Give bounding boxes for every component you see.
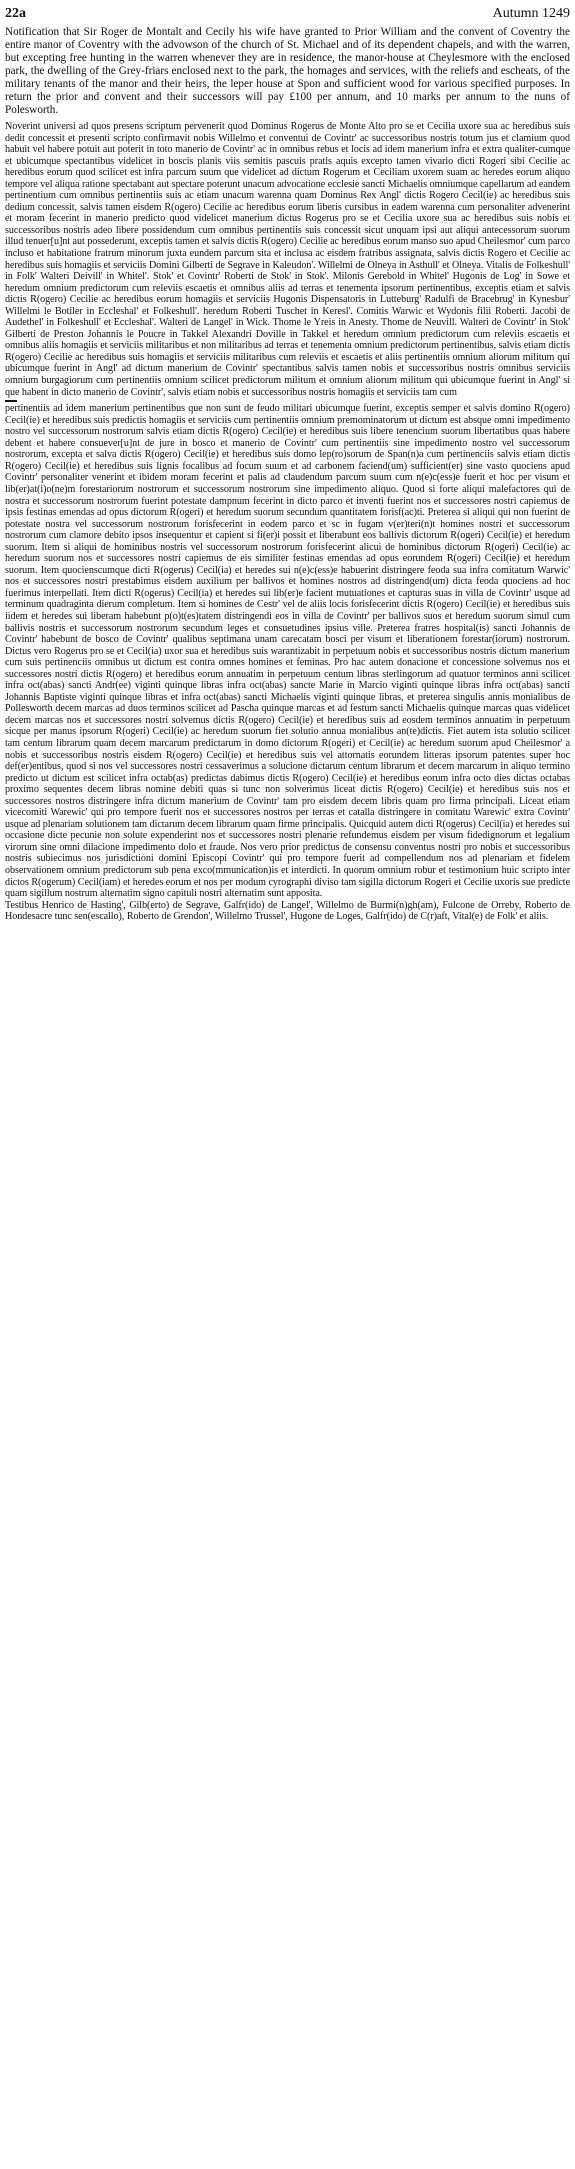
document-reference: 22a [5,6,26,21]
charter-text-part-1: Noverint universi ad quos presens scriptum pervenerit quod Dominus Rogerus de Monte Alto pro se et Cecilia uxore sua ac heredibus suis dedit concessit et presenti scripto confirmavit nobis Willelmo et conventui de Covintr' ac successoribus nostris totum jus et clamium quod habuit vel habere potuit aut poterit in toto manerio de Covintr' ac in omnibus rebus et locis ad idem manerium infra et extra qualiter-cumque et ubicumque spectantibus videlicet in boscis planis viis semitis pascuis pratis aquis excepto tamen vivario dicti Rogeri sibi Cecilie ac heredibus eorum quod scilicet est infra parcum suum que videlicet ad dictum Rogerum et Ceciliam uxorem suam ac heredes eorum aliquo tempore vel aliqua ratione spectabant aut spectare poterunt unacum advocatione ecclesie sancti Michaelis omniumque capellarum ad eandem pertinentium cum omnibus pertinentiis suis ac etiam unacum warenna quam Dominus Rex Angl' dictis Rogero Cecil(ie) ac heredibus suis dedium concessit, salvis tamen eisdem R(ogero) Cecilie ac heredibus eorum liberis cursibus in eadem warenna cum personaliter advenerint et moram fecerint in manerio predicto quod videlicet manerium dictus Rogerus pro se et Cecilia uxore sua ac heredibus suis nobis et successoribus nostris adeo libere possidendum cum omnibus pertinentiis suis concessit sicut unquam ipsi aut aliqui antecessorum suorum illud tenuer[u]nt aut possederunt, exceptis tamen et salvis dictis R(ogero) Cecilie ac heredibus eorum manso suo apud Cheilesmor' cum parco incluso et habitatione fratrum minorum juxta eundem parcum sita et inclusa ac eisdem fratribus assignata, salvis dictis Rogero et Cecilie ac heredibus suis homagiis et serviciis Domini Gilberti de Segrave in Kaleudon'. Willelmi de Olneya in Asthull' et Olneya. Vitalis de Folkeshull' in Folk' Walteri Deivill' in Whitel'. Stok' et Covintr' Roberti de Stok' in Stok'. Milonis Gerebold in Whitel' Hugonis de Log' in Sowe et heredum omnium predictorum cum releviis escaetis et omnibus aliis ad terras et tenementa ipsorum pertinentibus, exceptis etiam et salvis dictis R(ogero) Cecilie ac heredibus eorum homagiis et serviciis Hugonis Dispensatoris in Lutteburg' Radulfi de Bracebrug' in Kynesbur' Willelmi le Botiler in Eccleshal' et Folkeshull'. heredum Roberti Tuschet in Keresl'. Comitis Warwic et Wydonis filii Roberti. Jacobi de Audethel' in Folkeshull' et Eccleshal'. Walteri de Langel' in Wick. Thome le Yreis in Anesty. Thome de Neuvill. Walteri de Covintr' in Stok' Gilberti de Preston Johannis le Poucre in Takkel Alexandri Doville in Takkel et heredum omnium predictorum cum releviis escaetis et omnibus aliis homagiis et serviciis militaribus et non militaribus ad terras et tenementa omnium predictorum pertinentibus, salvis etiam dictis R(ogero) Cecilie ac heredibus suis homagiis et serviciis militaribus cum releviis et escaetis et aliis pertinentiis omnium aliorum militum qui ubicumque fuerint in Angl' ad dictum manerium de Covintr' spectantibus salvis tamen nobis et successoribus nostris omnibus serviciis omnium burgagiorum cum pertinentiis omnium scilicet predictorum militum et omnium aliorum militum qui ubicumque fuerint in Angl' si que habent in dicto manerio de Covintr', salvis etiam nobis et successoribus nostris homagiis et serviciis tam cum [5,121,570,398]
document-date: Autumn 1249 [492,6,570,21]
page-header [5,6,570,26]
calendar-summary: Notification that Sir Roger de Montalt and Cecily his wife have granted to Prior William and the convent of Coventry the entire manor of Coventry with the advowson of the church of St. Michael and of its dependent chapels, and with the warren, but excepting free hunting in the warren whenever they are in residence, the manor-house at Cheylesmore with the enclosed park, the dwelling of the Grey-friars enclosed next to the park, the homages and services, with the reliefs and escheats, of the military tenants of the manor and their heirs, the leper house at Spon and sufficient wood for various specified purposes. In return the prior and convent and their successors will pay £100 per annum, and 10 marks per annum to the nuns of Polesworth. [5,26,570,116]
witness-list: Testibus Henrico de Hasting', Gilb(erto) de Segrave, Galfr(ido) de Langel', Willelmo de Burmi(n)gh(am), Fulcone de Orreby, Roberto de Hondesacre tunc sen(escallo), Roberto de Grendon', Willelmo Trussel', Hugone de Loges, Galfr(ido) de C(r)aft, Vital(e) de Folk' et aliis. [5,899,570,923]
page-break-marker [5,400,17,402]
charter-text-part-2: pertinentiis ad idem manerium pertinentibus que non sunt de feudo militari ubicumque fuerint, exceptis semper et salvis domino R(ogero) Cecil(ie) et heredibus suis predictis homagiis et serviciis cum pertinentiis omnium premominatorum ut dictum est absque omni impedimento nostro vel successorum nostrorum salvis etiam dictis R(ogero) Cecil(ie) et heredibus suis libere tenencium suorum libertatibus quas habere debent et habere consuever[u]nt de jure in bosco et manerio de Covintr' cum pertinentiis sine impedimento nostro vel successorum nostrorum, excepta et salva dictis R(ogero) Cecil(ie) et heredibus suis domo lep(ro)sorum de Span(n)a cum pertinenciis salvis etiam dictis R(ogero) Cecil(ie) et heredibus suis lignis focalibus ad focum suum et ad carbonem faciend(um) sufficient(er) sine vasto quociens apud Covintr' personaliter venerint et ibidem moram fecerint et palis ad claudendum parcum suum cum n(e)c(ess)e fuerit et hoc per visum et lib(er)at(i)o(ne)m forestariorum nostrorum et successorum nostrorum sine impedimento aliquo. Quod si forte aliqui malefactores qui de nostra et successorum nostrorum fuerint potestate dampnum fecerint in dicto parco et inventi fuerint nos et successores nostri capiemus de ipsis festinas emendas ad opus dictorum R(ogeri) et heredum suorum secundum quantitatem forisf(ac)ti. Preterea si aliqui qui non fuerint de potestate nostra vel successorum nostrorum forisfecerint in eodem parco et sc in fugam v(er)teri(n)t homines nostri et successorum nostrorum cum clamore debito ipsos insequentur et capient si fi(er)i possit et liberabunt eos ballivis dictorum R(ogeri) Cecil(ie) et heredum suorum. Item si aliqui de hominibus nostris vel successorum nostrorum forisfecerint alicui de hominibus dictorum R(ogeri) Cecil(ie) ac heredum suorum nos et successores nostri capiemus de eis similiter festinas emendas ad opus eorundem R(ogeri) Cecil(ie) et heredum suorum. Item quocienscumque dicti R(ogerus) Cecil(ia) et heredes sui n(e)c(ess)e habuerint distringere feoda sua infra comitatum Warwic' nos et successores nostri prestabimus eisdem auxilium per ballivos et homines nostros ad distringend(um) dicta feoda quociens ad hoc fuerimus interpellati. Item dicti R(ogerus) Cecil(ia) et heredes sui lib(er)e facient mutuationes et capturas suas in villa de Covintr' usque ad terminum quadraginta dierum completum. Item si homines de Cestr' vel de aliis locis forisfecerint dictis R(ogero) Cecil(ie) et heredibus suis iidem et heredes sui liberam habebunt p(o)t(es)tatem distringendi eos in villa de Covintr' per ballivos suos et heredum suorum simul cum ballivis nostris et successorum nostrorum secundum leges et consuetudines ipsius ville. Preterea fratres hospital(is) sancti Johannis de Covintr' habebunt de bosco de Covintr' qualibus septimana unam carecatam bosci per visum et liberationem forestar(iorum) nostrorum. Dictus vero Rogerus pro se et Cecil(ia) uxor sua et heredibus suis warantizabit in perpetuum nobis et successoribus nostris dictum manerium cum suis pertinenciis omnibus ut dictum est contra omnes homines et feminas. Pro hac autem donacione et concessione solvemus nos et successores nostri dictis R(ogero) et heredibus eorum annuatim in perpetuum centum libras sterlingorum ad quatuor terminos anni scilicet infra oct(abas) sancti Andr(ee) viginti quinque libras infra oct(abas) sancte Marie in Marcio viginti quinque libras infra oct(abas) sancti Johannis Baptiste viginti quinque libras et infra oct(abas) sancti Michaelis viginti quinque libras, et preterea singulis annis monialibus de Pollesworth decem marcas ad duos terminos scilicet ad Pascha quinque marcas et ad festum sancti Michaelis quinque marcas quas videlicet decem marcas nos et successores nostri solvemus dictis R(ogero) Cecil(ie) et heredibus suis ad eosdem terminos annuatim in perpetuum sicque per manus ipsorum R(ogeri) Cecil(ie) ac heredum suorum fiet solutio annua monialibus an(te)dictis. Fiet autem ista solutio scilicet tam centum librarum quam decem marcarum predictarum in domo dictorum R(ogeri) et Cecil(ie) ac heredum suorum apud Cheilesmor' a nobis et successoribus nostris eisdem R(ogero) Cecil(ie) et heredibus suis vel attornatis eorundem litteras ipsorum patentes super hoc def(er)entibus, quod si nos vel successores nostri cessaverimus a solucione dictarum centum librarum et decem marcarum in aliquo termino predicto ut dictum est scilicet infra octab(as) predictas dabimus dictis R(ogero) Cecil(ie) et heredibus eorum infra octo dies dictas octabas proximo sequentes decem libras nomine debiti quas si tunc non solverimus liceat dictis R(ogero) Cecil(ie) et heredibus suis nos et successores nostros distringere infra dictum manerium de Covintr' tam pro eisdem decem libris quam pro firma principali. Liceat etiam vicecomiti Warewic' qui pro tempore fuerit nos et successores nostros per terras et catalla distringere in comitatu Warewic' extra Covintr' usque ad plenariam solutionem tam dictarum decem librarum quam firme principalis. Quicquid autem dicti R(ogerus) Cecil(ia) et heredes sui occasione dicte pecunie non solute expenderint nos et successores nostri plenarie refundemus eisdem per visum fidedignorum et legalium virorum sine omni dilacione impedimento dolo et fraude. Nos vero prior predictus de consensu conventus nostri pro nobis et successoribus nostris subiecimus nos jurisdictioni domini Episcopi Covintr' qui pro tempore fuerit ad compellendum nos ad plenariam et fidelem observationem omnium predictorum sub pena exco(mmunication)is et interdicti. In quorum omnium robur et testimonium huic scripto inter dictos R(ogerum) Cecil(iam) et heredes eorum et nos per modum cyrographi diviso tam sigilla dictorum Rogeri et Cecilie uxoris sue predicte quam sigillum nostrum alternatim signo capituli nostri alternatim sunt apposita. [5,403,570,900]
